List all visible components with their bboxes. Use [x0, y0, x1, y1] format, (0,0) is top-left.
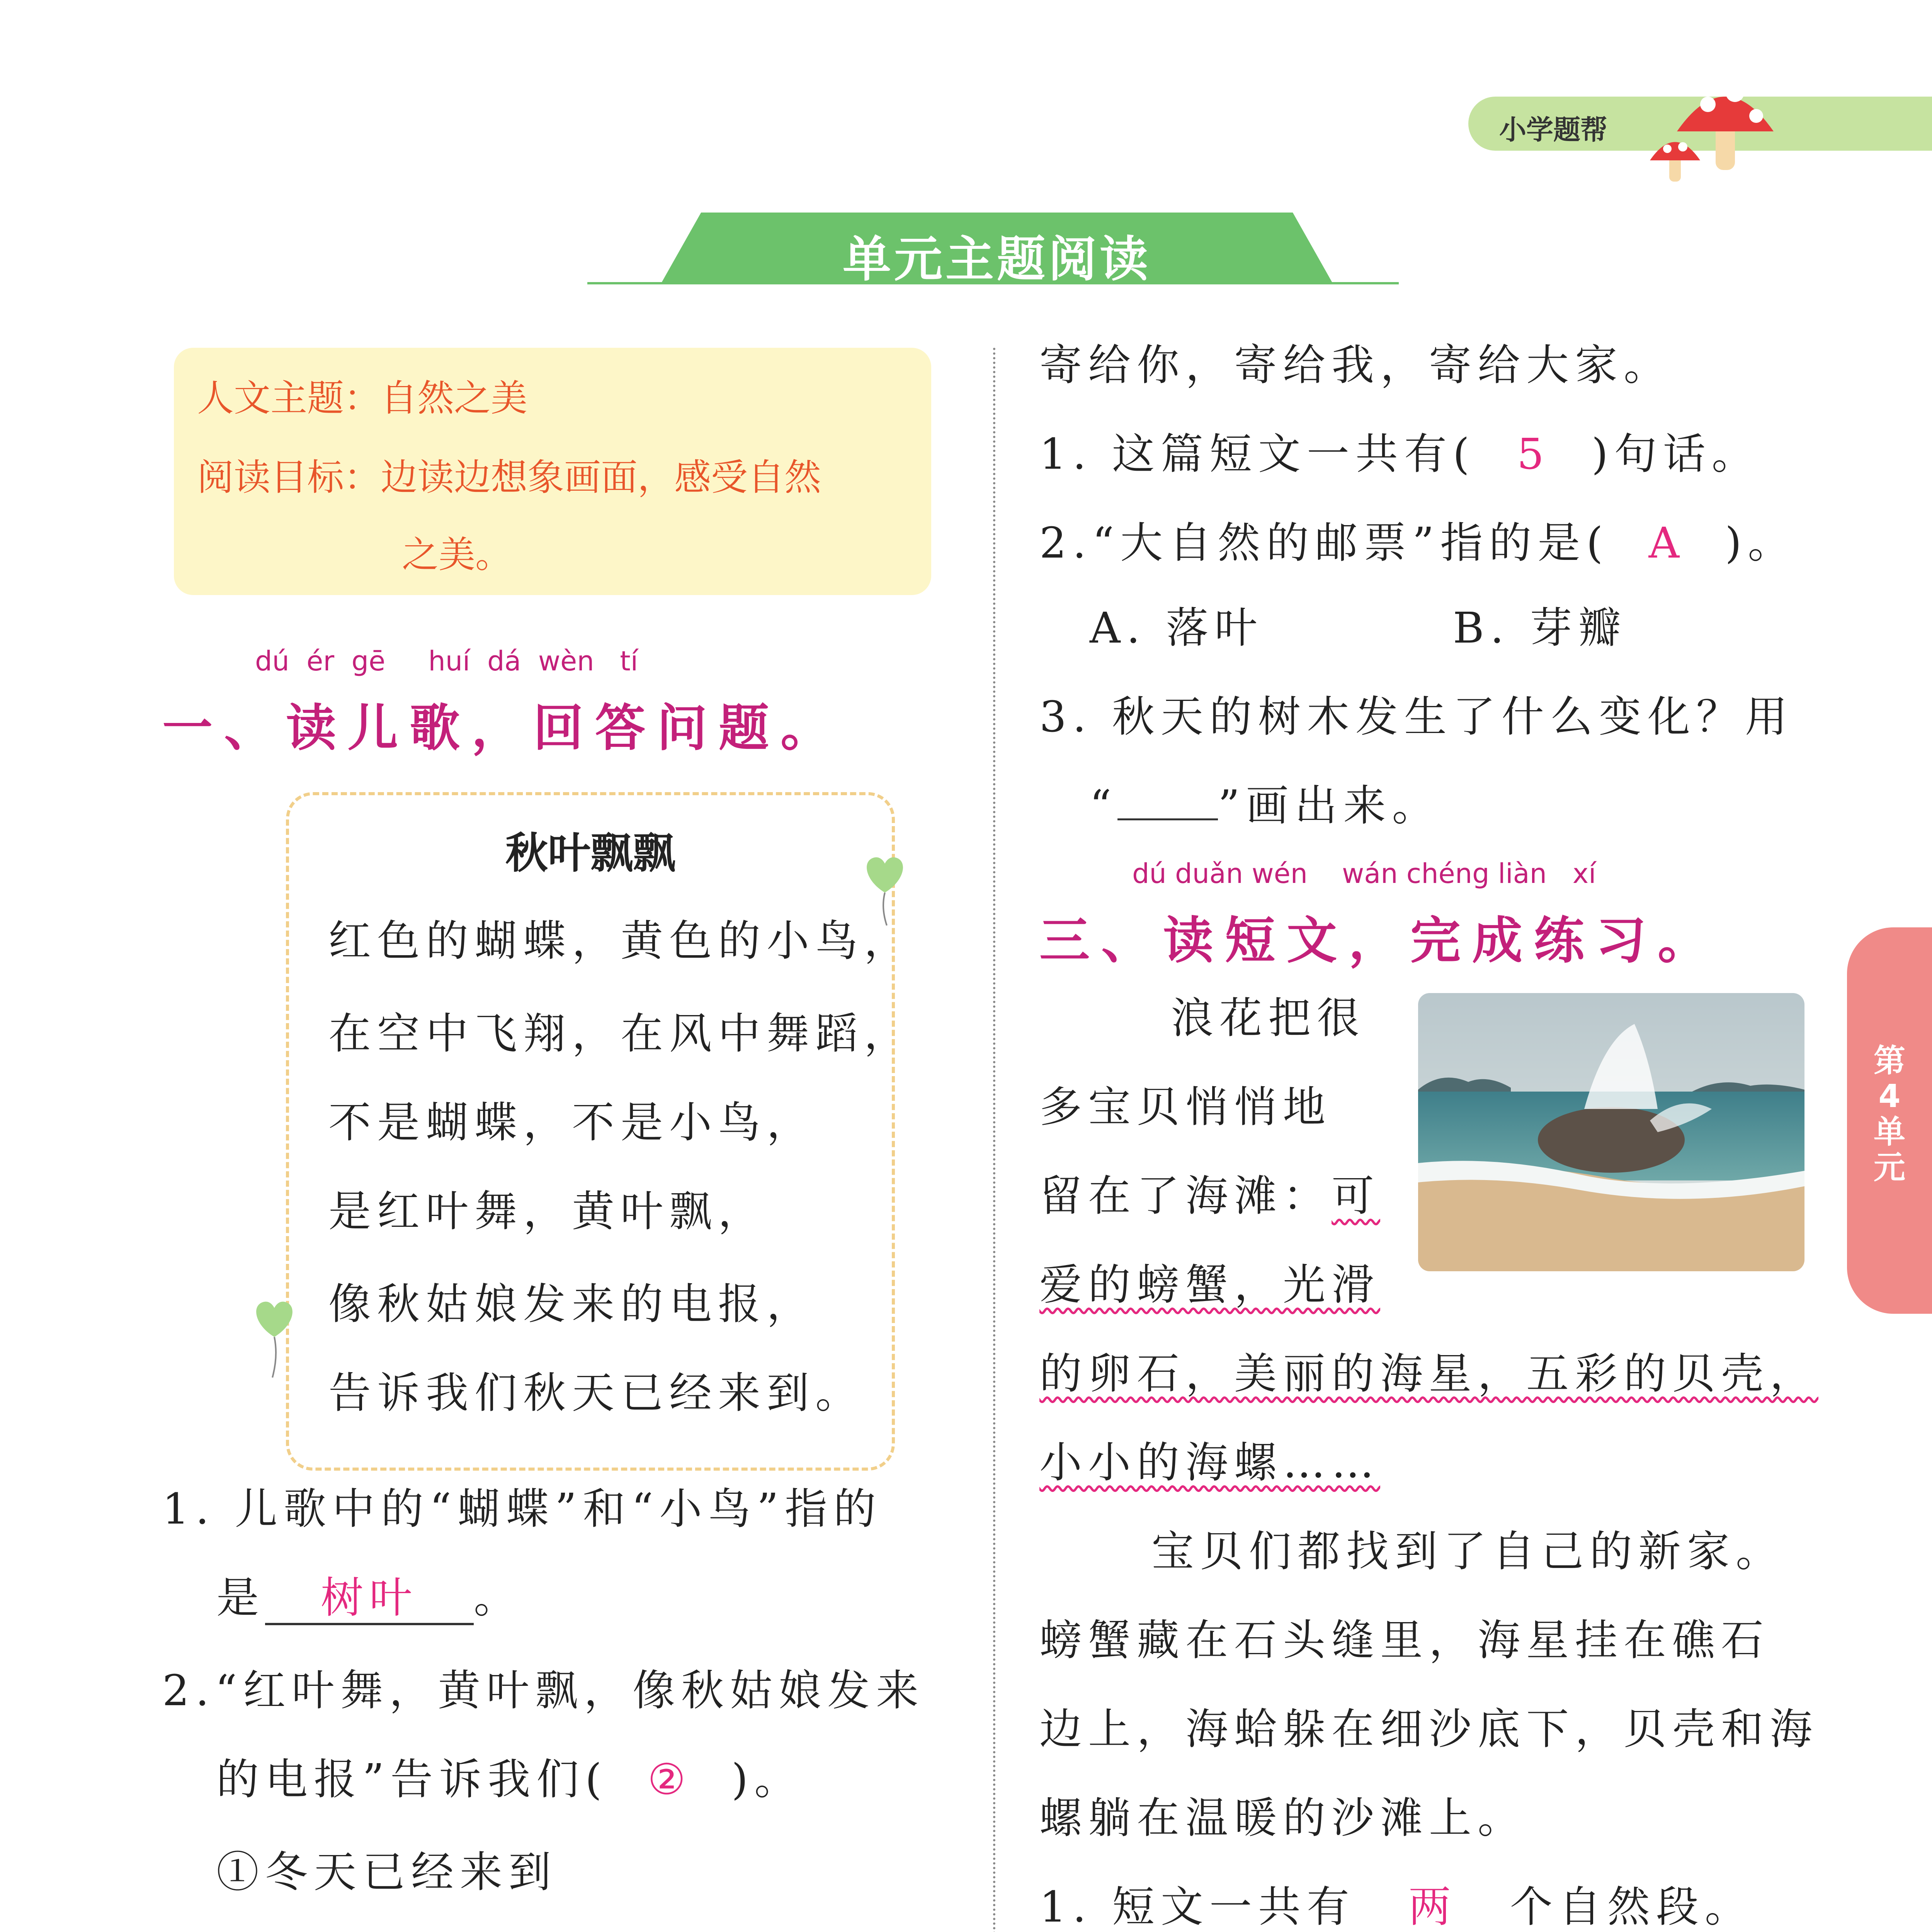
wavy-underlined-text: 的卵石，美丽的海星，五彩的贝壳，	[1039, 1349, 1818, 1398]
s1-q1-post: 。	[474, 1573, 522, 1622]
s1-q2-answer: ②	[647, 1755, 692, 1804]
s3-text-line: 多宝贝悄悄地	[1039, 1082, 1332, 1132]
poem-line: 红色的蝴蝶，黄色的小鸟，	[328, 916, 913, 966]
s1-q1-line2	[216, 1573, 522, 1625]
s3-q1-answer: 两	[1408, 1882, 1457, 1932]
section3-heading: 三、读短文，完成练习。	[1039, 911, 1720, 970]
section1-heading: 一、读儿歌，回答问题。	[162, 698, 843, 757]
s3-text-line: 浪花把很	[1171, 993, 1366, 1043]
s1-q1-answer: 树叶	[321, 1573, 418, 1622]
brand-label: 小学题帮	[1499, 114, 1607, 146]
s1-q2-pre: 的电报”告诉我们(	[216, 1755, 608, 1804]
s3-text-line: 螃蟹藏在石头缝里，海星挂在礁石	[1039, 1616, 1770, 1665]
s2-option-a: A. 落叶	[1090, 603, 1264, 653]
page-title: 单元主题阅读	[843, 231, 1151, 287]
wavy-underlined-text: 爱的螃蟹，光滑	[1039, 1260, 1380, 1310]
s2-q3-line2: “ ”画出来。	[1090, 781, 1441, 830]
s1-q2-line2	[216, 1754, 803, 1804]
column-divider	[993, 348, 995, 1932]
poem-line: 是红叶舞，黄叶飘，	[328, 1187, 767, 1236]
s3-text-line	[1039, 1260, 1380, 1310]
poem-line: 告诉我们秋天已经来到。	[328, 1368, 864, 1418]
s2-paragraph-line: 寄给你，寄给我，寄给大家。	[1039, 340, 1672, 390]
s3-text-line: 留在了海滩：可	[1039, 1171, 1380, 1221]
s3-text-line	[1039, 1349, 1818, 1399]
s2-q2: 2.“大自然的邮票”指的是( A )。	[1039, 518, 1797, 568]
s2-q3-line1: 3. 秋天的树木发生了什么变化？用	[1039, 692, 1794, 742]
s2-q1: 1. 这篇短文一共有( 5 )句话。	[1039, 429, 1760, 479]
s2-option-b: B. 芽瓣	[1453, 603, 1627, 653]
heart-balloon-icon	[247, 1294, 301, 1379]
wavy-underlined-text: 小小的海螺……	[1039, 1438, 1380, 1487]
s3-text-line	[1039, 1437, 1380, 1488]
s2-q2-answer: A	[1648, 518, 1686, 568]
poem-line: 不是蝴蝶，不是小鸟，	[328, 1098, 815, 1147]
s2-q1-answer: 5	[1517, 429, 1550, 479]
s3-q1: 1. 短文一共有 两 个自然段。	[1039, 1882, 1753, 1932]
poem-line: 在空中飞翔，在风中舞蹈，	[328, 1009, 913, 1058]
s1-option-1: ①冬天已经来到	[216, 1847, 557, 1897]
section1-pinyin: dú ér gē huí dá wèn tí	[255, 645, 638, 677]
mushroom-icon	[1642, 66, 1789, 182]
theme-text: 人文主题：自然之美	[197, 377, 528, 420]
goal-text-line1: 阅读目标：边读边想象画面，感受自然	[197, 456, 821, 499]
s3-text-line: 螺躺在温暖的沙滩上。	[1039, 1793, 1526, 1843]
theme-box	[174, 348, 931, 595]
s3-text-line: 边上，海蛤躲在细沙底下，贝壳和海	[1039, 1704, 1818, 1754]
s3-text-line: 宝贝们都找到了自己的新家。	[1151, 1527, 1784, 1576]
wavy-underlined-text: 可	[1332, 1171, 1380, 1221]
s1-q1-pre: 是	[216, 1573, 265, 1622]
poem-line: 像秋姑娘发来的电报，	[328, 1279, 815, 1329]
beach-photo	[1418, 993, 1804, 1271]
unit-side-tab-label: 第4单元	[1873, 1043, 1905, 1186]
s1-q2-line1: 2.“红叶舞，黄叶飘，像秋姑娘发来	[162, 1666, 925, 1715]
poem-title: 秋叶飘飘	[505, 828, 675, 878]
s1-q1-line1: 1. 儿歌中的“蝴蝶”和“小鸟”指的	[162, 1484, 882, 1534]
section3-pinyin: dú duǎn wén wán chéng liàn xí	[1132, 858, 1596, 889]
s1-q2-post: )。	[731, 1755, 803, 1804]
goal-text-line2: 之美。	[402, 534, 512, 576]
